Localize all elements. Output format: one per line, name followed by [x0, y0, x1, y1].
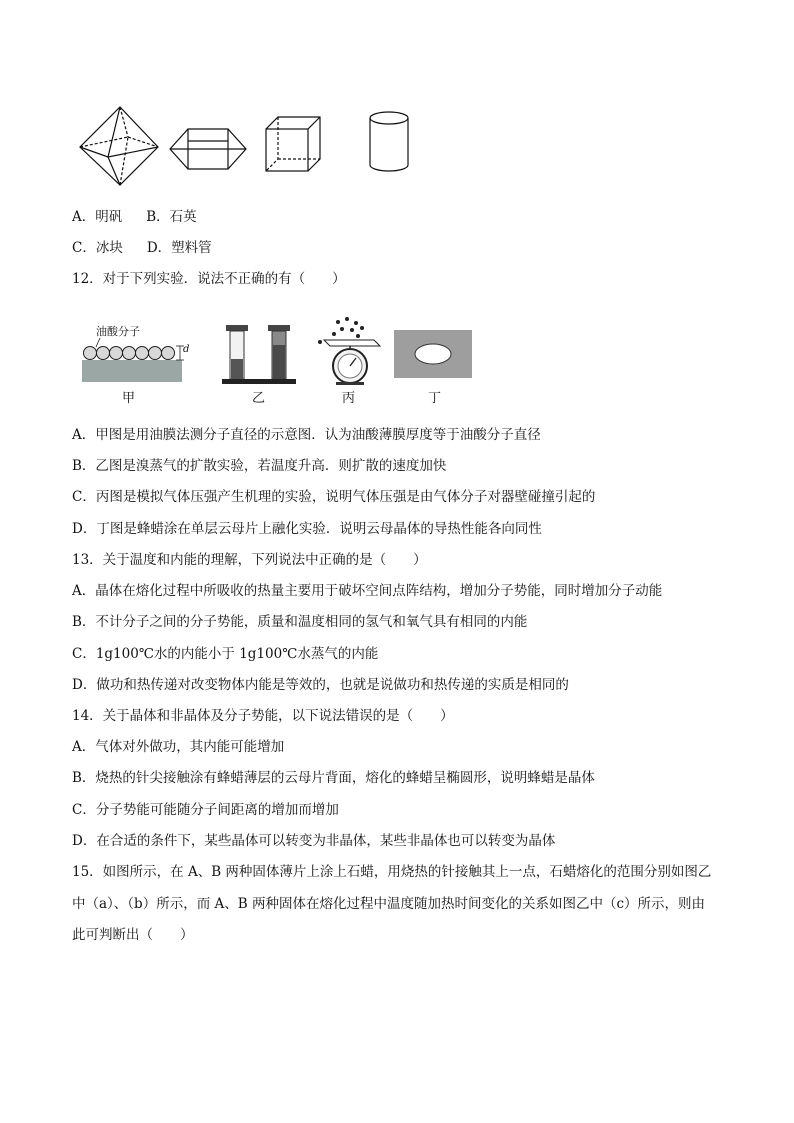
q13-option-d[interactable]: D．做功和热传递对改变物体内能是等效的，也就是说做功和热传递的实质是相同的 [72, 677, 569, 693]
figure-label-bing: 丙 [342, 391, 356, 406]
q13-option-b[interactable]: B．不计分子之间的分子势能，质量和温度相同的氢气和氧气具有相同的内能 [72, 614, 528, 630]
q12-figure-yi [222, 325, 296, 385]
q14-option-b[interactable]: B．烧热的针尖接触涂有蜂蜡薄层的云母片背面，熔化的蜂蜡呈椭圆形，说明蜂蜡是晶体 [72, 770, 595, 786]
q12-option-a[interactable]: A．甲图是用油膜法测分子直径的示意图．认为油酸薄膜厚度等于油酸分子直径 [72, 427, 541, 443]
cube-shape [266, 117, 320, 171]
q11-option-c[interactable]: C．冰块 [72, 240, 123, 256]
figure-label-ding: 丁 [428, 391, 442, 406]
q13-option-a[interactable]: A．晶体在熔化过程中所吸收的热量主要用于破坏空间点阵结构，增加分子势能，同时增加分子动能 [72, 583, 663, 599]
q11-option-a[interactable]: A．明矾 [72, 209, 123, 225]
diameter-label: d [183, 344, 190, 355]
q12-option-d[interactable]: D．丁图是蜂蜡涂在单层云母片上融化实验．说明云母晶体的导热性能各向同性 [72, 521, 542, 537]
q14-stem: 14．关于晶体和非晶体及分子势能，以下说法错误的是（ ） [72, 708, 454, 724]
octahedron-shape [80, 107, 158, 185]
q11-options-row-1 [72, 208, 197, 226]
q11-option-d[interactable]: D．塑料管 [146, 240, 212, 256]
quartz-shape [170, 129, 246, 169]
oil-film-base [82, 360, 182, 382]
q12-figure-ding [394, 330, 474, 380]
q12-figure-bing [314, 316, 386, 386]
wax-circle [415, 344, 451, 364]
q11-option-b[interactable]: B．石英 [146, 209, 197, 225]
q14-option-a[interactable]: A．气体对外做功，其内能可能增加 [72, 739, 285, 755]
oleic-acid-label: 油酸分子 [96, 325, 140, 338]
figure-label-yi: 乙 [252, 391, 266, 406]
q11-options-row-2 [72, 239, 212, 257]
q12-option-c[interactable]: C．丙图是模拟气体压强产生机理的实验，说明气体压强是由气体分子对器壁碰撞引起的 [72, 489, 596, 505]
q14-option-d[interactable]: D．在合适的条件下，某些晶体可以转变为非晶体，某些非晶体也可以转变为晶体 [72, 833, 556, 849]
q13-stem: 13．关于温度和内能的理解，下列说法中正确的是（ ） [72, 552, 427, 568]
q13-option-c[interactable]: C．1g100℃水的内能小于 1g100℃水蒸气的内能 [72, 646, 379, 662]
q11-figure [78, 105, 418, 185]
q12-option-b[interactable]: B．乙图是溴蒸气的扩散实验，若温度升高．则扩散的速度加快 [72, 458, 447, 474]
cylinder-shape [370, 112, 408, 171]
oil-molecules [84, 347, 175, 360]
q12-stem: 12．对于下列实验．说法不正确的有（ ） [72, 271, 346, 287]
q15-stem-line-3: 此可判断出（ ） [72, 927, 194, 943]
figure-label-jia: 甲 [122, 391, 136, 406]
q15-stem-line-2: 中（a）、（b）所示，而 A、B 两种固体在熔化过程中温度随加热时间变化的关系如图乙中（c）所示，则由 [72, 896, 706, 912]
q15-stem-line-1: 15．如图所示，在 A、B 两种固体薄片上涂上石蜡，用烧热的针接触其上一点，石蜡熔化的范围分别如图乙 [72, 864, 712, 880]
q14-option-c[interactable]: C．分子势能可能随分子间距离的增加而增加 [72, 802, 339, 818]
